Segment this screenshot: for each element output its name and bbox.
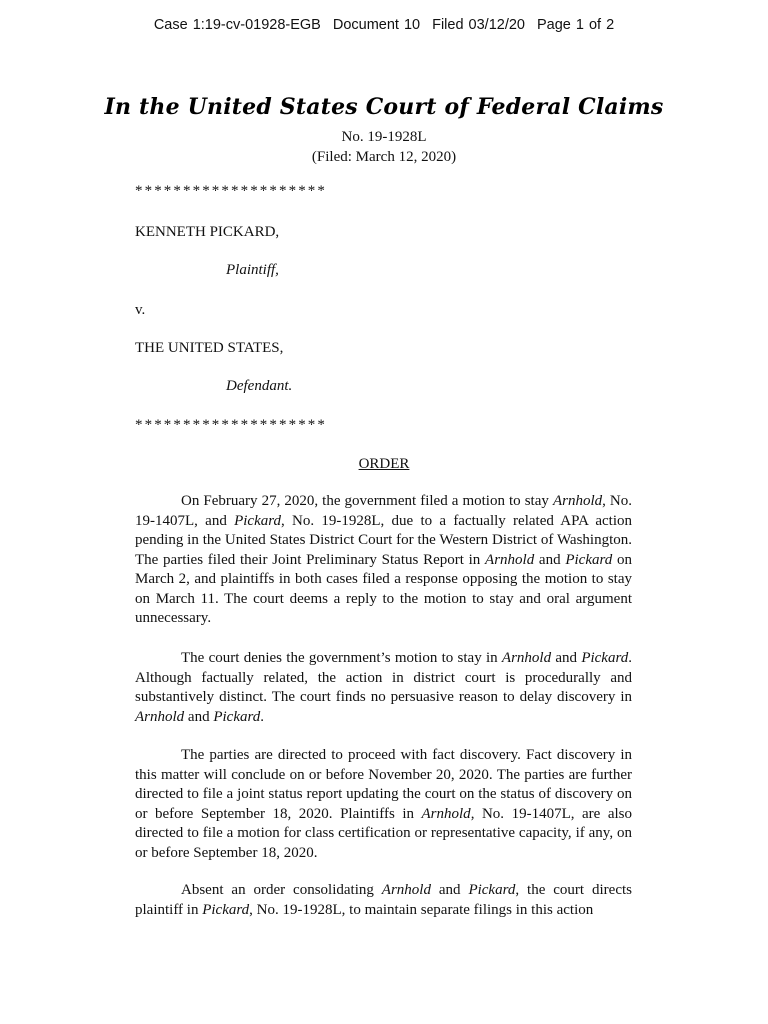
caption-separator-bottom: ******************** — [135, 417, 327, 433]
docket-block — [0, 128, 768, 167]
case-number-stamp: Case 1:19-cv-01928-EGB — [153, 17, 321, 33]
order-paragraph-1: On February 27, 2020, the government filed a motion to stay Arnhold, No. 19-1407L, and Pickard, No. 19-1928L, due to a factually related APA action pending in the United States District Court for the Western District of Washington. The parties filed their Joint Preliminary Status Report in Arnhold and Pickard on March 2, and plaintiffs in both cases filed a response opposing the motion to stay on March 11. The court deems a reply to the motion to stay and oral argument unnecessary. — [135, 493, 632, 626]
versus: v. — [135, 302, 146, 318]
document-number-stamp: Document 10 — [332, 17, 421, 33]
order-heading: ORDER — [358, 456, 410, 472]
caption-separator-top: ******************** — [135, 183, 327, 199]
defendant-role: Defendant. — [226, 378, 293, 394]
defendant-name: THE UNITED STATES, — [135, 340, 284, 356]
plaintiff-name: KENNETH PICKARD, — [135, 224, 280, 240]
filed-date-stamp: Filed 03/12/20 — [432, 17, 525, 33]
ecf-header-stamp — [0, 17, 768, 33]
court-title: In the United States Court of Federal Claims — [104, 94, 664, 120]
docket-number: No. 19-1928L — [341, 129, 427, 145]
page-number-stamp: Page 1 of 2 — [537, 17, 615, 33]
order-paragraph-2: The court denies the government’s motion to stay in Arnhold and Pickard. Although factually related, the action in district court is procedurally and substantively distinct. The court finds no persuasive reason to delay discovery in Arnhold and Pickard. — [135, 650, 632, 725]
plaintiff-role: Plaintiff, — [226, 262, 279, 278]
order-paragraph-4: Absent an order consolidating Arnhold and Pickard, the court directs plaintiff in Pickard, No. 19-1928L, to maintain separate filings in this action — [135, 882, 632, 918]
filed-date: (Filed: March 12, 2020) — [311, 148, 457, 165]
order-paragraph-3: The parties are directed to proceed with fact discovery. Fact discovery in this matter will conclude on or before November 20, 2020. The parties are further directed to file a joint status report updating the court on the status of discovery on or before September 18, 2020. Plaintiffs in Arnhold, No. 19-1407L, are also directed to file a motion for class certification or representative capacity, if any, on or before September 18, 2020. — [135, 747, 632, 861]
